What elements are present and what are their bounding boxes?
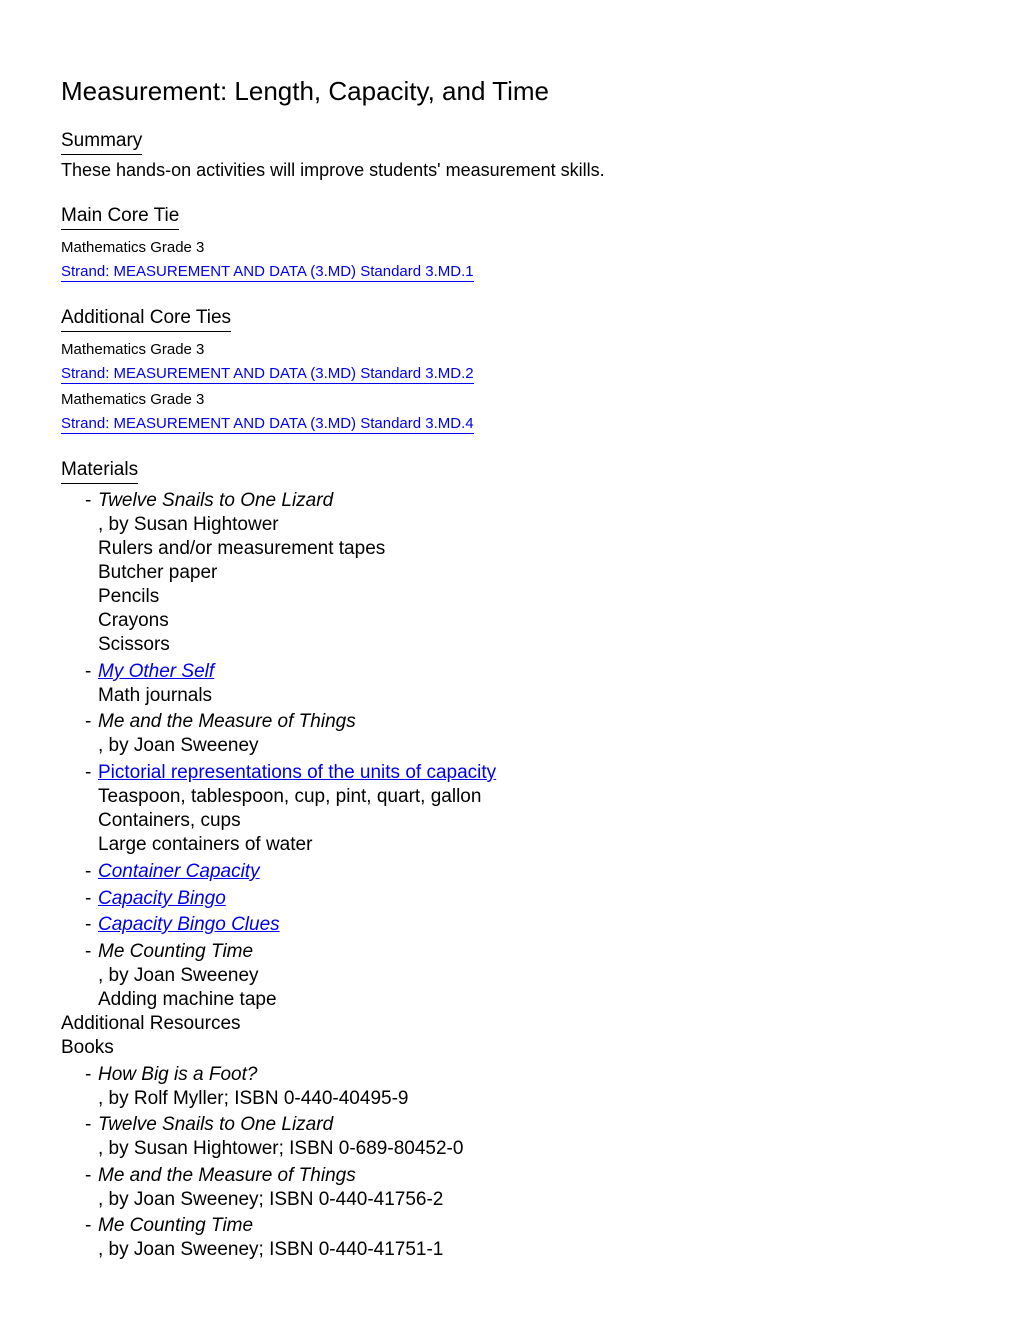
additional-resources-heading: Additional Resources (61, 1013, 241, 1034)
bullet-dash: - (85, 762, 92, 783)
bullet-dash: - (85, 941, 92, 962)
capacity-bingo-link[interactable]: Capacity Bingo (98, 888, 226, 909)
materials-list-item: Rulers and/or measurement tapes (98, 538, 386, 559)
book-author: , by Susan Hightower (98, 514, 279, 535)
materials-list-item: Pencils (98, 586, 160, 607)
bullet-dash: - (85, 914, 92, 935)
bullet-dash: - (85, 711, 92, 732)
pictorial-representations-link[interactable]: Pictorial representations of the units of capacity (98, 762, 497, 783)
capacity-bingo-clues-link[interactable]: Capacity Bingo Clues (98, 914, 280, 935)
book-title: Twelve Snails to One Lizard (98, 490, 334, 511)
book-title: Twelve Snails to One Lizard (98, 1114, 334, 1135)
materials-list-item: Butcher paper (98, 562, 218, 583)
bullet-dash: - (85, 1064, 92, 1085)
book-info: , by Rolf Myller; ISBN 0-440-40495-9 (98, 1088, 409, 1109)
materials-heading: Materials (61, 458, 138, 484)
materials-list-item: Containers, cups (98, 810, 241, 831)
materials-list-item: Scissors (98, 634, 170, 655)
materials-list-item: Math journals (98, 685, 213, 706)
book-title: Me Counting Time (98, 1215, 254, 1236)
materials-list-item: Crayons (98, 610, 169, 631)
book-title: How Big is a Foot? (98, 1064, 258, 1085)
additional-core-tie-standard-link[interactable]: Strand: MEASUREMENT AND DATA (3.MD) Standard 3.MD.2 (61, 365, 474, 382)
my-other-self-link[interactable]: My Other Self (98, 661, 215, 682)
bullet-dash: - (85, 888, 92, 909)
book-author: , by Joan Sweeney (98, 735, 259, 756)
bullet-dash: - (85, 1114, 92, 1135)
books-heading: Books (61, 1037, 114, 1058)
additional-core-tie-subject: Mathematics Grade 3 (61, 391, 205, 408)
bullet-dash: - (85, 1215, 92, 1236)
book-info: , by Susan Hightower; ISBN 0-689-80452-0 (98, 1138, 464, 1159)
book-info: , by Joan Sweeney; ISBN 0-440-41751-1 (98, 1239, 444, 1260)
additional-core-ties-heading: Additional Core Ties (61, 306, 231, 332)
main-core-tie-standard-link[interactable]: Strand: MEASUREMENT AND DATA (3.MD) Standard 3.MD.1 (61, 263, 474, 280)
bullet-dash: - (85, 490, 92, 511)
materials-list-item: Teaspoon, tablespoon, cup, pint, quart, gallon (98, 786, 482, 807)
container-capacity-link[interactable]: Container Capacity (98, 861, 260, 882)
book-title: Me Counting Time (98, 941, 254, 962)
bullet-dash: - (85, 661, 92, 682)
summary-text: These hands-on activities will improve students' measurement skills. (61, 160, 605, 180)
materials-list-item: Adding machine tape (98, 989, 277, 1010)
book-title: Me and the Measure of Things (98, 1165, 356, 1186)
summary-heading: Summary (61, 129, 142, 155)
materials-list-item: Large containers of water (98, 834, 313, 855)
page-title: Measurement: Length, Capacity, and Time (61, 76, 549, 106)
main-core-tie-subject: Mathematics Grade 3 (61, 239, 205, 256)
additional-core-tie-standard-link[interactable]: Strand: MEASUREMENT AND DATA (3.MD) Standard 3.MD.4 (61, 415, 474, 432)
book-title: Me and the Measure of Things (98, 711, 356, 732)
book-author: , by Joan Sweeney (98, 965, 259, 986)
bullet-dash: - (85, 861, 92, 882)
additional-core-tie-subject: Mathematics Grade 3 (61, 341, 205, 358)
bullet-dash: - (85, 1165, 92, 1186)
book-info: , by Joan Sweeney; ISBN 0-440-41756-2 (98, 1189, 444, 1210)
main-core-tie-heading: Main Core Tie (61, 204, 179, 230)
